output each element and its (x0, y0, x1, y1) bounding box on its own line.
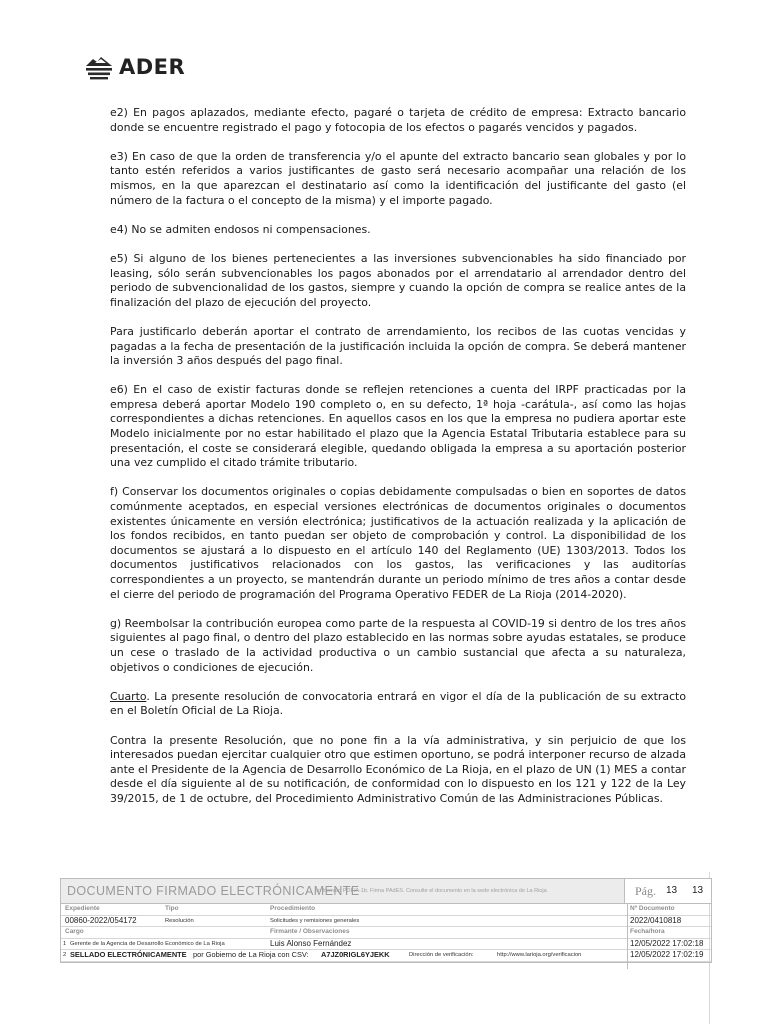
footer-title: DOCUMENTO FIRMADO ELECTRÓNICAMENTE (67, 884, 360, 898)
procedimiento-label: Procedimiento (270, 905, 316, 912)
cuarto-text: . La presente resolución de convocatoria entrará en vigor el día de la publicación de su extracto en el Boletín Oficial de La Rioja. (110, 689, 686, 718)
ader-mountain-icon (84, 54, 114, 80)
firmante-label: Firmante / Observaciones (270, 928, 350, 935)
logo-text: ADER (119, 55, 186, 79)
paragraph-f: f) Conservar los documentos originales o copias debidamente compulsadas o bien en soportes de datos comúnmente aceptados, en especial versiones electrónicas de documentos originales o documentos existentes únicamente en versión electrónica; justificativos de la actuación realizada y la aplicación de los fondos recibidos, en tanto puedan ser objeto de comprobación y control. La disponibilidad de los documentos se ajustará a lo dispuesto en el artículo 140 del Reglamento (UE) 1303/2013. Todos los documentos justificativos relacionados con los gastos, las verificaciones y las auditorías correspondientes a un proyecto, se mantendrán durante un periodo mínimo de tres años a contar desde el cierre del periodo de programación del Programa Operativo FEDER de La Rioja (2014-2020). (110, 485, 686, 601)
page-number: 13 (666, 885, 678, 896)
page-label: Pág. (635, 884, 656, 898)
sign2-fecha: 12/05/2022 17:02:19 (630, 950, 704, 959)
paragraph-e4: e4) No se admiten endosos ni compensaciones. (110, 222, 371, 236)
expediente-label: Expediente (65, 905, 100, 912)
num-doc-value: 2022/0410818 (630, 915, 682, 925)
footer-note: en formato PDF/A-1b. Firma PAdES. Consulte el documento en la sede electrónica de La Rioja (315, 888, 547, 894)
paragraph-g: g) Reembolsar la contribución europea como parte de la respuesta al COVID-19 si dentro de los tres años siguientes al pago final, o dentro del plazo establecido en las normas sobre ayudas estatales, se produce un cese o traslado de la actividad productiva o un cambio sustancial que afecta a su naturaleza, objetivos o condiciones de ejecución. (110, 616, 686, 674)
cargo-label: Cargo (65, 928, 84, 935)
labels-row-2 (61, 927, 711, 939)
page-total: 13 (692, 885, 704, 896)
sign2-sealed: SELLADO ELECTRÓNICAMENTE (70, 950, 187, 959)
footer-grid (60, 904, 712, 963)
paragraph-leasing: Para justificarlo deberán aportar el contrato de arrendamiento, los recibos de las cuotas vencidas y pagadas a la fecha de presentación de la justificación incluida la opción de compra. Se deberá mantener la inversión 3 años después del pago final. (110, 324, 686, 368)
page-counter (624, 879, 711, 903)
sign1-firmante: Luis Alonso Fernández (270, 938, 352, 948)
signature-footer (60, 878, 712, 963)
sign1-fecha: 12/05/2022 17:02:18 (630, 938, 704, 948)
num-doc-label: Nº Documento (630, 905, 675, 912)
paragraph-e2: e2) En pagos aplazados, mediante efecto, pagaré o tarjeta de crédito de empresa: Extracto bancario donde se encuentre registrado el pago y fotocopia de los efectos o pagarés vencidos y pagados. (110, 106, 686, 134)
fecha-label: Fecha/hora (630, 928, 665, 935)
footer-column-divider (627, 904, 628, 969)
labels-row-1 (61, 904, 711, 916)
paragraph-recurso: Contra la presente Resolución, que no pone fin a la vía administrativa, y sin perjuicio de que los interesados puedan ejercitar cualquier otro que estimen oportuno, se podrá interponer recurso de alzada ante el Presidente de la Agencia de Desarrollo Económico de La Rioja, en el plazo de UN (1) MES a contar desde el día siguiente al de su notificación, de conformidad con lo dispuesto en los 121 y 122 de la Ley 39/2015, de 1 de octubre, del Procedimiento Administrativo Común de las Administraciones Públicas. (110, 733, 686, 805)
document-body (110, 106, 686, 821)
sign2-text: por Gobierno de La Rioja con CSV: (193, 950, 309, 959)
sign2-number: 2 (63, 952, 67, 958)
paragraph-e5: e5) Si alguno de los bienes pertenecientes a las inversiones subvencionables ha sido financiado por leasing, sólo serán subvencionables los pagos abonados por el arrendatario al arrendador dentro del periodo de subvencionalidad de los gastos, siempre y cuando la opción de compra se realice antes de la finalización del plazo de ejecución del proyecto. (110, 251, 686, 309)
sign2-verif-url: http://www.larioja.org/verificacion (497, 952, 582, 958)
paragraph-e6: e6) En el caso de existir facturas donde se reflejen retenciones a cuenta del IRPF practicadas por la empresa deberá aportar Modelo 190 completo o, en su defecto, 1ª hoja -carátula-, así como las hojas correspondientes a dichas retenciones. En aquellos casos en los que la empresa no pudiera aportar este Modelo inicialmente por no estar habilitado el plazo que la Agencia Estatal Tributaria establece para su presentación, el coste se considerará elegible, quedando obligada la empresa a su aportación posterior una vez cumplido el citado trámite tributario. (110, 383, 686, 470)
sign2-verif-label: Dirección de verificación: (409, 952, 474, 958)
values-row-1 (61, 916, 711, 928)
cuarto-label: Cuarto (110, 689, 147, 703)
ader-logo (84, 52, 185, 82)
tipo-value: Resolución (165, 917, 194, 924)
paragraph-cuarto (110, 690, 686, 719)
sign2-csv: A7JZ0RIGL6YJEKK (321, 950, 390, 959)
expediente-value: 00860-2022/054172 (65, 915, 137, 925)
sign1-number: 1 (63, 940, 67, 947)
sign1-cargo: Gerente de la Agencia de Desarrollo Económico de La Rioja (70, 940, 225, 947)
signature-row-1 (61, 939, 711, 951)
tipo-label: Tipo (165, 905, 179, 912)
footer-header (60, 878, 712, 904)
procedimiento-value: Solicitudes y remisiones generales (270, 917, 360, 924)
signature-row-2 (61, 950, 711, 962)
paragraph-e3: e3) En caso de que la orden de transferencia y/o el apunte del extracto bancario sean globales y por lo tanto estén referidos a varios justificantes de gasto será necesario acompañar una relación de los mismos, en la que aparezcan el destinatario así como la identificación del justificante del gasto (el número de la factura o el concepto de la misma) y el importe pagado. (110, 149, 686, 207)
